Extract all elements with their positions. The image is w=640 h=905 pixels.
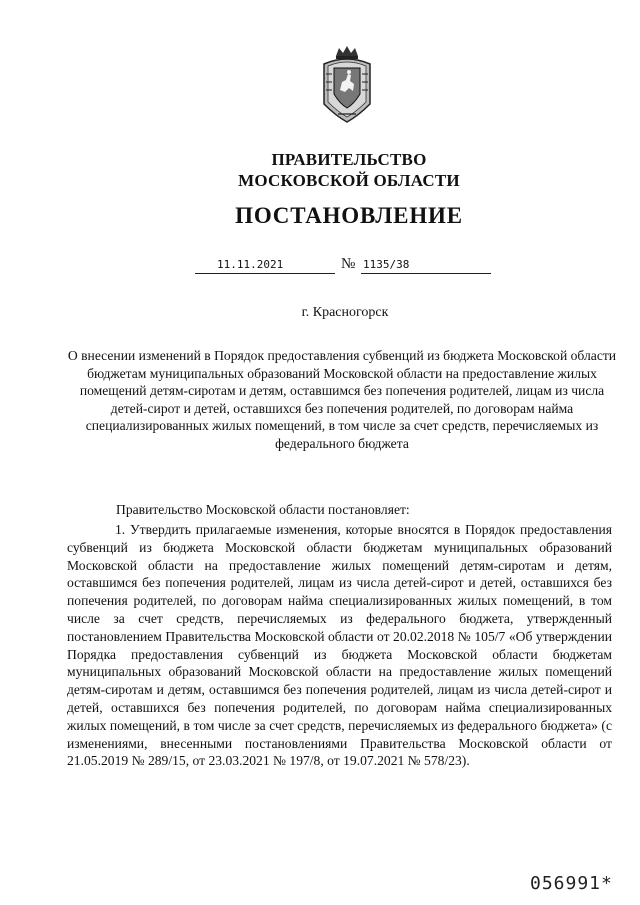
document-date: 11.11.2021: [195, 258, 335, 274]
body-paragraph-1: 1. Утвердить прилагаемые изменения, которые вносятся в Порядок предоставления субвенций из бюджета Московской области бюджетам муниципальных образований Московской области на предоставление жилых помещений детям-сиротам и детям, оставшимся без попечения родителей, лицам из числа детей-сирот и детей, оставшихся без попечения родителей, по договорам найма специализированных жилых помещений, в том числе за счет средств, перечисляемых из федерального бюджета, утвержденный постановлением Правительства Московской области от 20.02.2018 № 105/7 «Об утверждении Порядка предоставления субвенций из бюджета Московской области бюджетам муниципальных образований Московской области на предоставление жилых помещений детям-сиротам и детям, оставшимся без попечения родителей, лицам из числа детей-сирот и детей, оставшихся без попечения родителей, по договорам найма специализированных жилых помещений, в том числе за счет средств, перечисляемых из федерального бюджета» (с изменениями, внесенными постановлениями Правительства Московской области от 21.05.2019 № 289/15, от 23.03.2021 № 197/8, от 19.07.2021 № 578/23).: [67, 522, 612, 769]
document-type-title: ПОСТАНОВЛЕНИЕ: [235, 203, 463, 228]
government-name-line1: ПРАВИТЕЛЬСТВО: [271, 150, 427, 169]
document-subject: О внесении изменений в Порядок предоставления субвенций из бюджета Московской области бюджетам муниципальных образований Московской области на предоставление жилых помещений детям-сиротам и детям, оставшимся без попечения родителей, лицам из числа детей-сирот и детей, оставшихся без попечения родителей, по договорам найма специализированных жилых помещений, в том числе за счет средств, перечисляемых из федерального бюджета: [67, 348, 617, 451]
document-number: 1135/38: [361, 258, 491, 274]
government-name-line2: МОСКОВСКОЙ ОБЛАСТИ: [238, 171, 460, 190]
city-name: г. Красногорск: [301, 305, 389, 320]
number-sign: №: [341, 256, 356, 272]
registration-stamp: 056991*: [530, 873, 613, 894]
date-number-row: [195, 258, 505, 276]
coat-of-arms-icon: [318, 44, 376, 124]
body-intro: Правительство Московской области постановляет:: [116, 502, 410, 517]
